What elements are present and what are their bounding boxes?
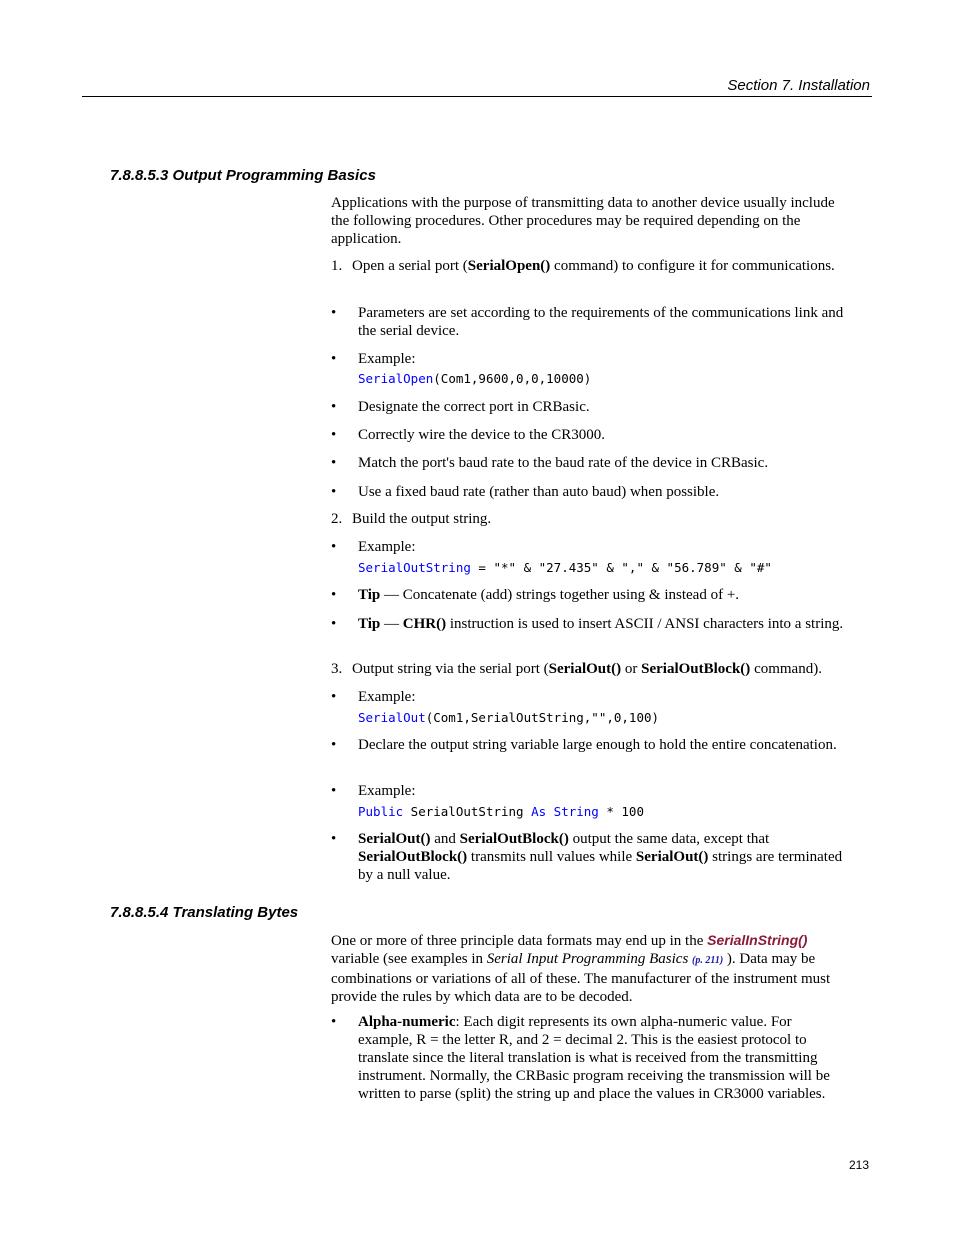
bullet-icon: • — [331, 737, 337, 753]
bullet-icon: • — [331, 427, 337, 443]
code-example: Public SerialOutString As String * 100 — [358, 804, 644, 819]
section-heading: 7.8.8.5.4 Translating Bytes — [110, 904, 299, 921]
bullet-text: Tip — Concatenate (add) strings together using & instead of +. — [358, 587, 740, 603]
bullet-text: Parameters are set according to the requirements of the communications link and the serial device. — [358, 305, 844, 339]
bullet-text: Alpha-numeric: Each digit represents its own alpha-numeric value. For example, R = the letter R, and 2 = decimal 2. This is the easiest protocol to translate since the literal translation is what is received from the transmitting instrument. Normally, the CRBasic program receiving the transmission will be written to parse (split) the string up and place the values in CR3000 variables. — [358, 1014, 830, 1102]
bullet-text: Declare the output string variable large enough to hold the entire concatenation. — [358, 737, 837, 753]
section-heading: 7.8.8.5.3 Output Programming Basics — [110, 167, 376, 184]
code-example: SerialOpen(Com1,9600,0,0,10000) — [358, 371, 592, 386]
step-text: Build the output string. — [352, 511, 492, 527]
bullet-icon: • — [331, 351, 337, 367]
bullet-icon: • — [331, 539, 337, 555]
bullet-icon: • — [331, 616, 337, 632]
bullet-icon: • — [331, 455, 337, 471]
bullet-text: Example: — [358, 351, 416, 367]
bullet-text: Example: — [358, 689, 416, 705]
bullet-text: SerialOut() and SerialOutBlock() output the same data, except that SerialOutBlock() transmits null values while SerialOut() strings are terminated by a null value. — [358, 831, 843, 883]
intro-paragraph: Applications with the purpose of transmitting data to another device usually include the following procedures. Other procedures may be required depending on the application. — [331, 195, 835, 247]
step-number: 2. — [331, 511, 343, 527]
serialinstring-link[interactable]: SerialInString() — [707, 932, 808, 948]
translating-paragraph: One or more of three principle data formats may end up in the SerialInString() variable (see examples in Serial Input Programming Basics (p. 211) ). Data may be combinations or variations of all of these. The manufacturer of the instrument must provide the rules by which data are to be decoded. — [331, 932, 831, 1005]
code-example: SerialOut(Com1,SerialOutString,"",0,100) — [358, 710, 660, 725]
bullet-text: Example: — [358, 539, 416, 555]
page-number: 213 — [848, 1158, 869, 1172]
code-example: SerialOutString = "*" & "27.435" & "," & "56.789" & "#" — [358, 560, 772, 575]
bullet-icon: • — [331, 1014, 337, 1030]
bullet-text: Correctly wire the device to the CR3000. — [358, 427, 606, 443]
page-reference-link[interactable]: (p. 211) — [692, 955, 724, 966]
running-header: Section 7. Installation — [727, 77, 870, 94]
bullet-icon: • — [331, 689, 337, 705]
bullet-icon: • — [331, 831, 337, 847]
bullet-icon: • — [331, 783, 337, 799]
bullet-text: Example: — [358, 783, 416, 799]
step-number: 3. — [331, 661, 343, 677]
bullet-icon: • — [331, 484, 337, 500]
bullet-icon: • — [331, 587, 337, 603]
bullet-text: Designate the correct port in CRBasic. — [358, 399, 590, 415]
step-number: 1. — [331, 258, 343, 274]
step-text: Output string via the serial port (SerialOut() or SerialOutBlock() command). — [352, 661, 822, 677]
bullet-text: Tip — CHR() instruction is used to insert ASCII / ANSI characters into a string. — [358, 616, 844, 632]
bullet-icon: • — [331, 305, 337, 321]
header-rule — [82, 96, 872, 97]
bullet-icon: • — [331, 399, 337, 415]
step-text: Open a serial port (SerialOpen() command) to configure it for communications. — [352, 258, 835, 274]
bullet-text: Match the port's baud rate to the baud rate of the device in CRBasic. — [358, 455, 769, 471]
bullet-text: Use a fixed baud rate (rather than auto baud) when possible. — [358, 484, 720, 500]
